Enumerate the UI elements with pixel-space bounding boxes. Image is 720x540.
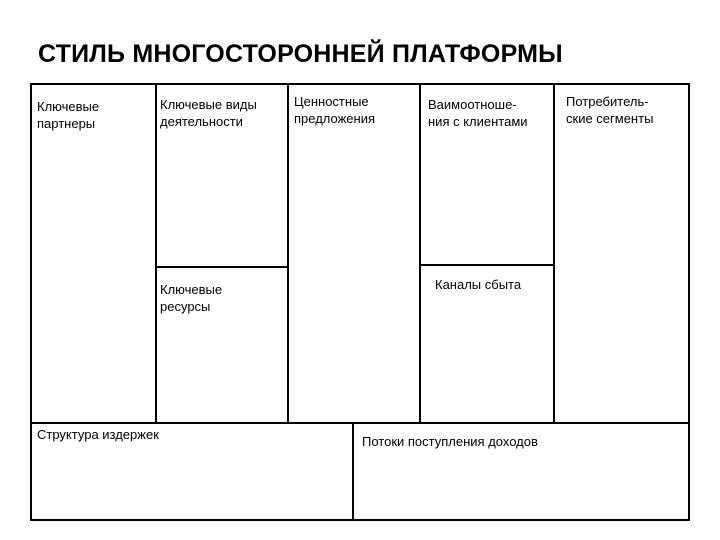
channels-label: Каналы сбыта — [435, 277, 522, 292]
divider-activities-value — [287, 83, 289, 423]
revenue-streams-label: Потоки поступления доходов — [362, 434, 538, 449]
divider-relationships-segments — [553, 83, 555, 423]
customer-segments-label: Потребитель- ские сегменты — [566, 94, 654, 126]
canvas-bottom-border — [30, 519, 690, 521]
divider-cost-revenue — [352, 422, 354, 520]
key-activities-label: Ключевые виды деятельности — [160, 97, 257, 129]
divider-relationships-channels — [419, 264, 555, 266]
divider-bottom-row — [30, 422, 690, 424]
canvas-top-border — [30, 83, 690, 85]
cost-structure-label: Структура издержек — [37, 427, 159, 442]
divider-partners-activities — [155, 83, 157, 423]
key-resources-label: Ключевые ресурсы — [160, 282, 223, 314]
divider-value-relationships — [419, 83, 421, 423]
divider-activities-resources — [155, 266, 289, 268]
value-propositions-label: Ценностные предложения — [294, 94, 376, 126]
customer-relationships-label: Ваимоотноше- ния с клиентами — [428, 97, 528, 129]
canvas-right-border — [688, 83, 690, 521]
canvas-left-border — [30, 83, 32, 521]
page-title: СТИЛЬ МНОГОСТОРОННЕЙ ПЛАТФОРМЫ — [38, 40, 563, 68]
key-partners-label: Ключевые партнеры — [37, 99, 100, 131]
